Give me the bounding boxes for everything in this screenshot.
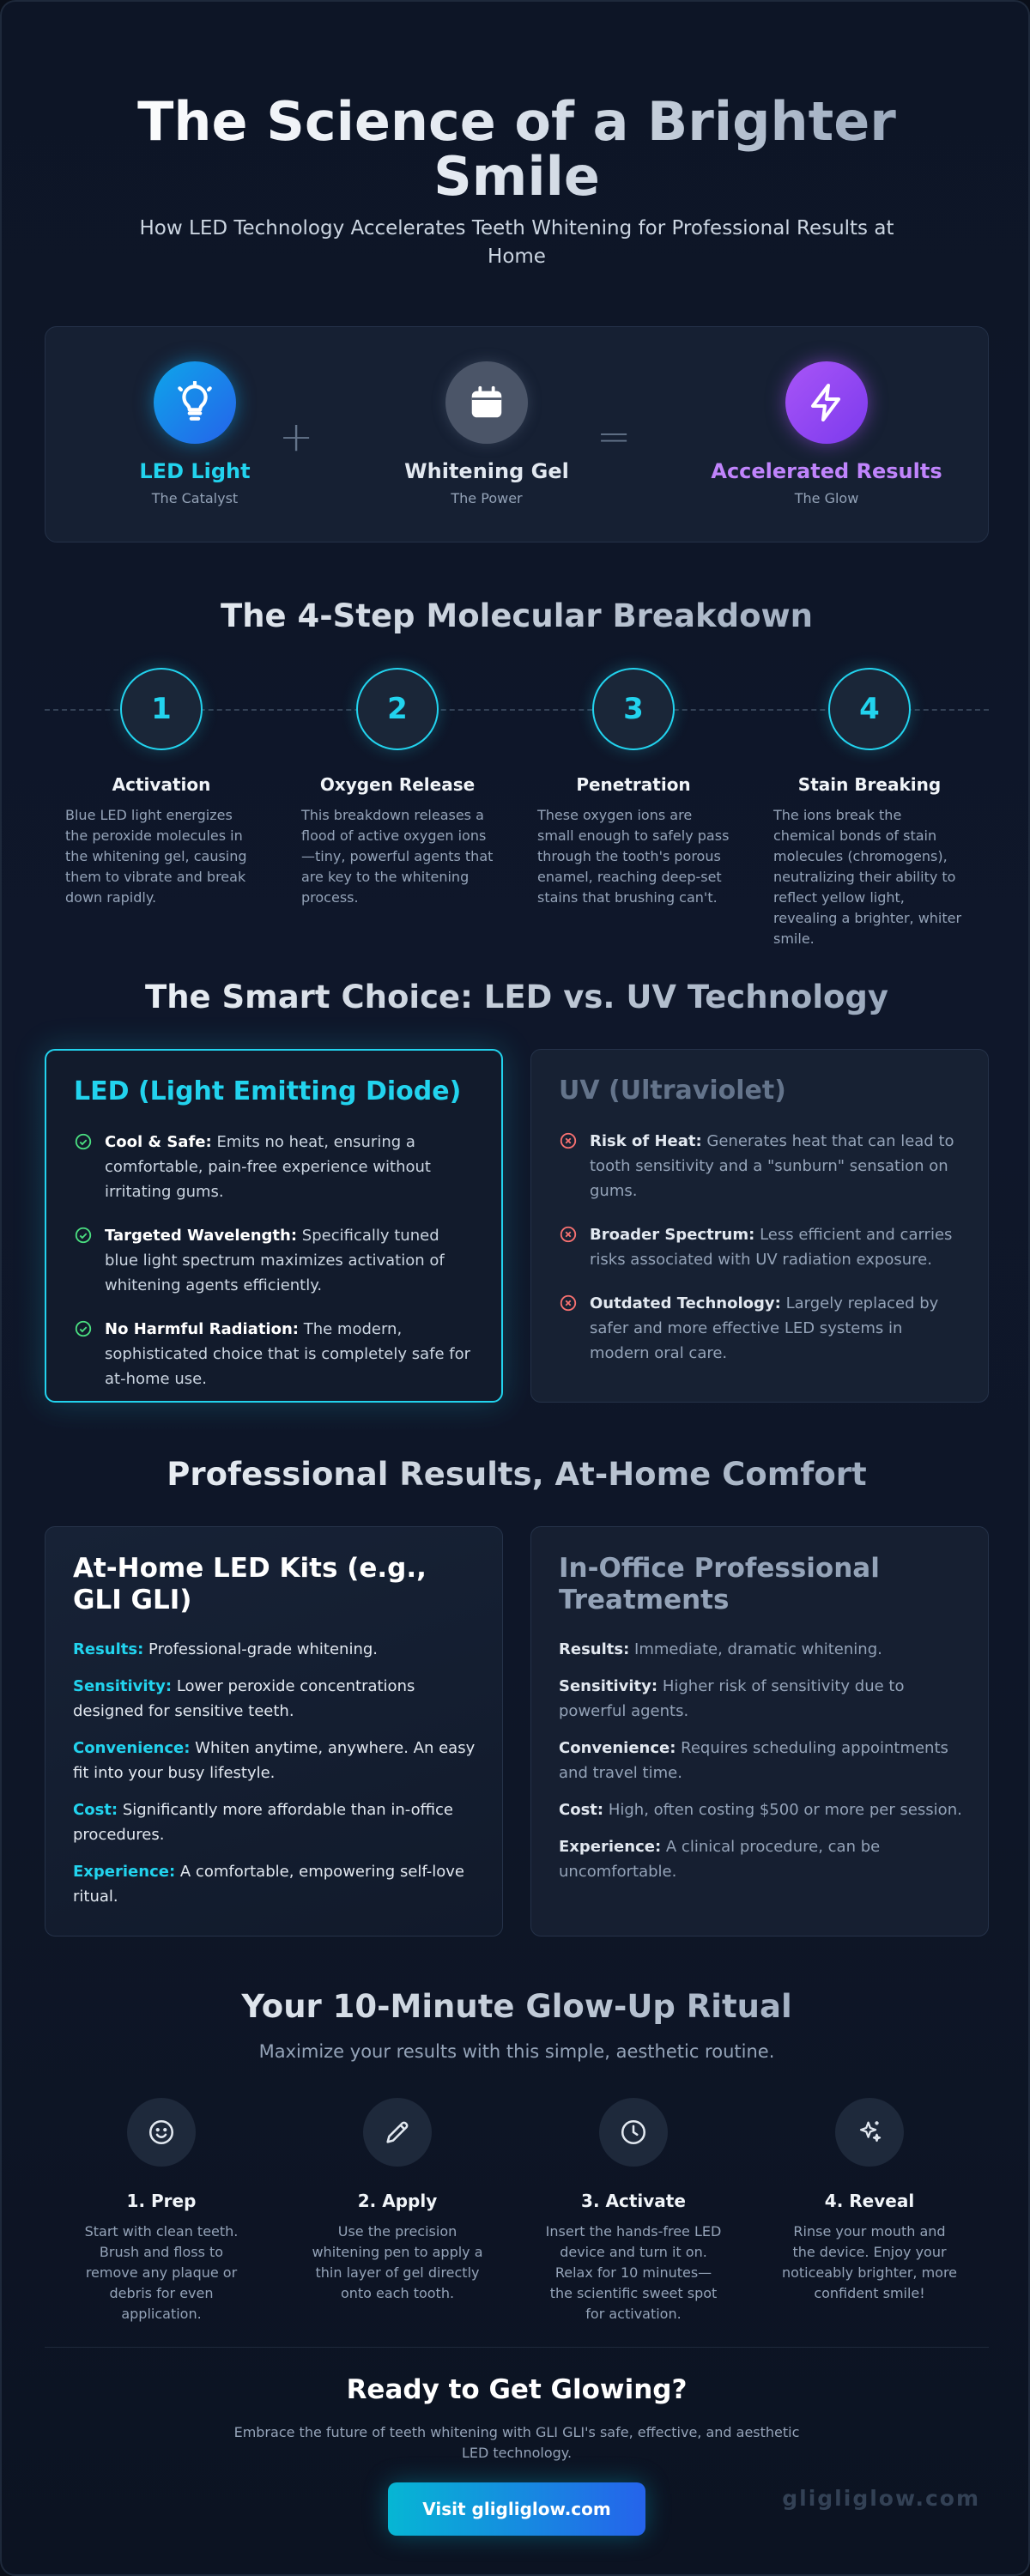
row-text: Significantly more affordable than in-office procedures. — [73, 1801, 453, 1844]
cta-title: Ready to Get Glowing? — [346, 2374, 688, 2405]
drawback-text: Less efficient and carries risks associated with UV radiation exposure. — [590, 1226, 953, 1269]
row-label: Cost: — [559, 1801, 604, 1819]
comparison-row — [73, 1859, 476, 1909]
step-body: These oxygen ions are small enough to safely pass through the tooth's porous enamel, reaching deep-set stains that brushing can't. — [537, 807, 730, 906]
row-text: A clinical procedure, can be uncomfortable. — [559, 1838, 881, 1881]
benefit-label: Targeted Wavelength: — [105, 1227, 298, 1245]
benefit-label: Cool & Safe: — [105, 1133, 212, 1151]
row-label: Sensitivity: — [73, 1677, 173, 1695]
benefit-label: No Harmful Radiation: — [105, 1320, 299, 1338]
step-title: Penetration — [576, 774, 691, 795]
formula-led-title: LED Light — [139, 459, 251, 483]
row-label: Convenience: — [73, 1739, 191, 1757]
at-home-title: At-Home LED Kits (e.g., GLI GLI) — [73, 1553, 427, 1615]
row-text: Professional-grade whitening. — [148, 1640, 379, 1658]
equals-icon: = — [597, 413, 632, 461]
pen-icon — [363, 2098, 432, 2167]
ritual-title: Your 10-Minute Glow-Up Ritual — [88, 1988, 946, 2025]
step-number: 1 — [120, 668, 203, 750]
formula-gel-sub: The Power — [451, 490, 523, 506]
row-text: Requires scheduling appointments and travel time. — [559, 1739, 948, 1782]
drawback-text: Largely replaced by safer and more effective LED systems in modern oral care. — [590, 1294, 939, 1362]
x-circle-icon — [559, 1225, 578, 1244]
comparison-row — [559, 1797, 962, 1822]
row-label: Convenience: — [559, 1739, 676, 1757]
ritual-step-title: 2. Apply — [357, 2191, 438, 2211]
results-title: Professional Results, At-Home Comfort — [88, 1456, 946, 1493]
calendar-icon — [445, 361, 528, 444]
ritual-step-prep — [58, 2098, 264, 2324]
led-card — [45, 1049, 503, 1403]
step-number: 4 — [828, 668, 911, 750]
ritual-step-reveal — [766, 2098, 972, 2304]
led-card-title: LED (Light Emitting Diode) — [74, 1076, 462, 1106]
x-circle-icon — [559, 1131, 578, 1150]
ritual-step-title: 4. Reveal — [824, 2191, 915, 2211]
comparison-row — [73, 1736, 476, 1785]
comparison-title: The Smart Choice: LED vs. UV Technology — [88, 979, 946, 1015]
row-label: Experience: — [73, 1863, 176, 1881]
comparison-row — [559, 1834, 962, 1884]
ritual-step-title: 3. Activate — [581, 2191, 686, 2211]
row-text: Immediate, dramatic whitening. — [634, 1640, 882, 1658]
step-title: Stain Breaking — [797, 774, 942, 795]
step-activation — [58, 668, 264, 908]
in-office-title: In-Office Professional Treatments — [559, 1553, 880, 1615]
plus-icon: + — [279, 413, 314, 461]
benefit-text: Emits no heat, ensuring a comfortable, pain-free experience without irritating gums. — [105, 1133, 431, 1201]
step-stain-breaking — [766, 668, 972, 949]
led-benefit — [74, 1130, 477, 1204]
led-benefit — [74, 1223, 477, 1298]
comparison-row — [73, 1637, 476, 1662]
check-circle-icon — [74, 1319, 93, 1338]
drawback-label: Risk of Heat: — [590, 1132, 702, 1150]
clock-icon — [599, 2098, 668, 2167]
comparison-row — [73, 1797, 476, 1847]
page-title: The Science of a Brighter Smile — [88, 94, 946, 204]
row-text: High, often costing $500 or more per session. — [608, 1801, 962, 1819]
lightning-icon — [785, 361, 868, 444]
at-home-kits-card — [45, 1526, 503, 1937]
step-oxygen-release — [294, 668, 500, 908]
row-text: A comfortable, empowering self-love ritual. — [73, 1863, 464, 1906]
ritual-subtitle: Maximize your results with this simple, aesthetic routine. — [258, 2041, 775, 2062]
row-text: Lower peroxide concentrations designed for sensitive teeth. — [73, 1677, 415, 1720]
in-office-card — [530, 1526, 989, 1937]
step-body: The ions break the chemical bonds of stain molecules (chromogens), neutralizing their ability to reflect yellow light, revealing a brighter, whiter smile. — [773, 807, 962, 947]
uv-drawback — [559, 1222, 962, 1272]
page-subtitle: How LED Technology Accelerates Teeth Whitening for Professional Results at Home — [139, 217, 894, 268]
step-penetration — [530, 668, 736, 908]
step-title: Activation — [112, 774, 211, 795]
row-label: Sensitivity: — [559, 1677, 658, 1695]
visit-website-button[interactable]: Visit gligliglow.com — [388, 2482, 645, 2536]
row-text: Whiten anytime, anywhere. An easy fit into your busy lifestyle. — [73, 1739, 476, 1782]
ritual-step-apply — [294, 2098, 500, 2304]
x-circle-icon — [559, 1294, 578, 1312]
ritual-step-body: Use the precision whitening pen to apply a thin layer of gel directly onto each tooth. — [312, 2223, 483, 2301]
comparison-row — [73, 1674, 476, 1724]
benefit-text: The modern, sophisticated choice that is completely safe for at-home use. — [105, 1320, 470, 1388]
benefit-text: Specifically tuned blue light spectrum maximizes activation of whitening agents efficiently. — [105, 1227, 445, 1294]
formula-results-sub: The Glow — [794, 490, 859, 506]
comparison-row — [559, 1674, 962, 1724]
ritual-step-body: Insert the hands-free LED device and turn it on. Relax for 10 minutes—the scientific sweet spot for activation. — [545, 2223, 722, 2322]
formula-whitening-gel — [358, 361, 615, 506]
ritual-step-title: 1. Prep — [126, 2191, 197, 2211]
check-circle-icon — [74, 1226, 93, 1245]
drawback-text: Generates heat that can lead to tooth sensitivity and a "sunburn" sensation on gums. — [590, 1132, 954, 1200]
formula-results-title: Accelerated Results — [711, 459, 942, 483]
breakdown-title: The 4-Step Molecular Breakdown — [88, 597, 946, 634]
row-text: Higher risk of sensitivity due to powerful agents. — [559, 1677, 905, 1720]
uv-drawback — [559, 1291, 962, 1366]
lightbulb-icon — [154, 361, 236, 444]
row-label: Cost: — [73, 1801, 118, 1819]
drawback-label: Broader Spectrum: — [590, 1226, 755, 1244]
uv-card-title: UV (Ultraviolet) — [559, 1076, 786, 1106]
step-number: 2 — [356, 668, 439, 750]
step-body: This breakdown releases a flood of active oxygen ions—tiny, powerful agents that are key to the whitening process. — [301, 807, 494, 906]
step-title: Oxygen Release — [319, 774, 476, 795]
led-benefit — [74, 1317, 477, 1391]
step-number: 3 — [592, 668, 675, 750]
uv-drawback — [559, 1129, 962, 1203]
ritual-step-body: Start with clean teeth. Brush and floss to remove any plaque or debris for even application. — [84, 2223, 239, 2322]
comparison-row — [559, 1637, 962, 1662]
formula-accelerated-results — [681, 361, 972, 506]
formula-gel-title: Whitening Gel — [404, 459, 569, 483]
smile-icon — [127, 2098, 196, 2167]
comparison-row — [559, 1736, 962, 1785]
ritual-step-body: Rinse your mouth and the device. Enjoy your noticeably brighter, more confident smile! — [781, 2223, 958, 2301]
formula-panel — [45, 326, 989, 542]
check-circle-icon — [74, 1132, 93, 1151]
cta-body: Embrace the future of teeth whitening with GLI GLI's safe, effective, and aesthetic LED technology. — [233, 2424, 800, 2461]
row-label: Experience: — [559, 1838, 662, 1856]
section-divider — [45, 2347, 989, 2348]
row-label: Results: — [559, 1640, 630, 1658]
brand-watermark: gligliglow.com — [782, 2486, 980, 2511]
step-body: Blue LED light energizes the peroxide molecules in the whitening gel, causing them to vibrate and break down rapidly. — [65, 807, 247, 906]
sparkles-icon — [835, 2098, 904, 2167]
row-label: Results: — [73, 1640, 144, 1658]
formula-led-sub: The Catalyst — [151, 490, 239, 506]
drawback-label: Outdated Technology: — [590, 1294, 781, 1312]
uv-card — [530, 1049, 989, 1403]
ritual-step-activate — [530, 2098, 736, 2324]
